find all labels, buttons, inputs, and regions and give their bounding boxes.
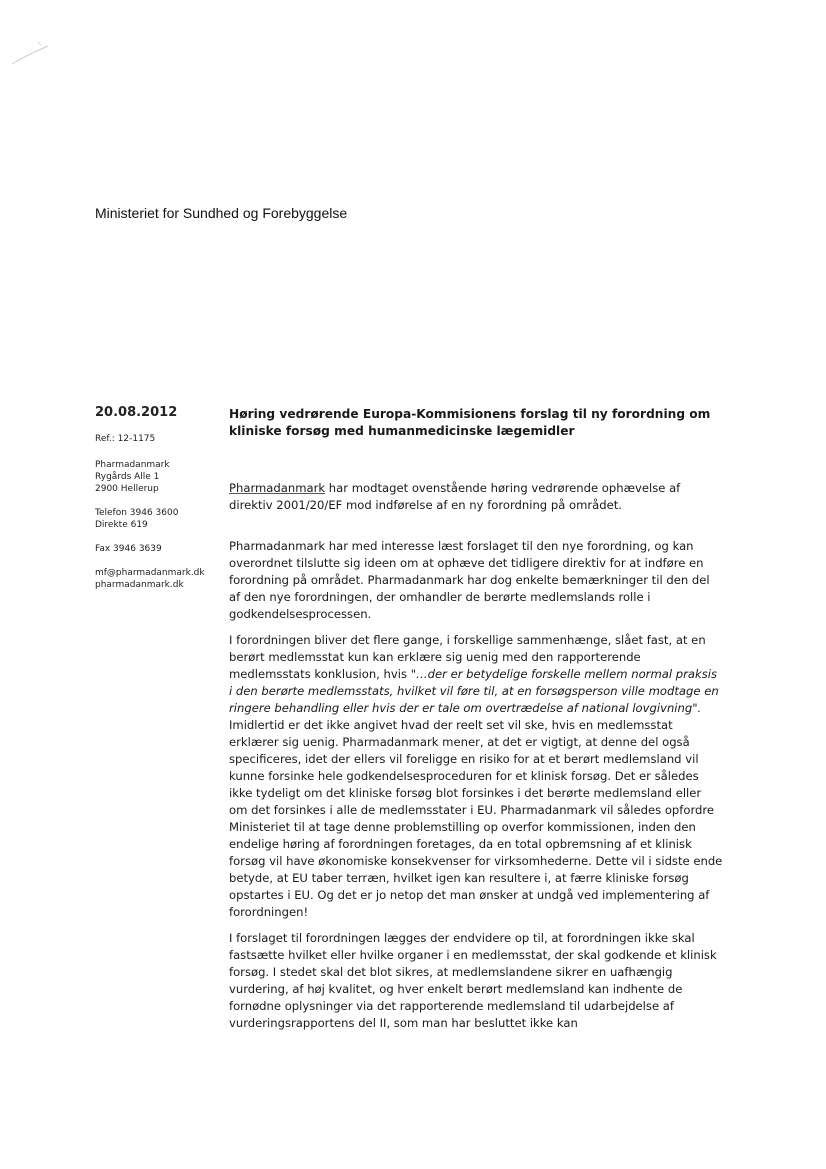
sender-email: mf@pharmadanmark.dk bbox=[95, 568, 205, 578]
sender-address bbox=[95, 459, 225, 495]
paragraph-3-end: Imidlertid er det ikke angivet hvad der reelt set vil ske, hvis en medlemsstat erklærer sig uenig. Pharmadanmark mener, at det er vigtigt, at denne del også specificeres, idet der ellers vil foreligge en risiko for at et berørt medlemsland vil kunne forsinke hele godkendelsesproceduren for et klinisk forsøg. Det er således ikke tydeligt om det kliniske forsøg blot forsinkes i det berørte medlemsland eller om det forsinkes i alle de medlemsstater i EU. Pharmadanmark vil således opfordre Ministeriet til at tage denne problemstilling op overfor kommissionen, inden den endelige høring af forordningen foretages, da en total opbremsning af et klinisk forsøg vil have økonomiske konsekvenser for virksomhederne. Dette vil i sidste ende betyde, at EU taber terræn, hvilket igen kan resultere i, at færre kliniske forsøg opstartes i EU. Og det er jo netop det man ønsker at undgå ved implementering af forordningen! bbox=[229, 718, 723, 919]
paragraph-3-start: I forordningen bliver det flere gange, i forskellige sammenhænge, slået fast, at en berørt medlemsstat kun kan erklære sig uenig med den rapporterende medlemsstats konklusion, hvis bbox=[229, 633, 706, 681]
paragraph-2: Pharmadanmark har med interesse læst forslaget til den nye forordning, og kan overordnet tilslutte sig ideen om at ophæve det tidligere direktiv for at indføre en forordning på området. Pharmadanmark har dog enkelte bemærkninger til den del af den nye forordningen, der omhandler de berørte medlemslands rolle i godkendelsesprocessen. bbox=[229, 539, 710, 621]
recipient-name: Ministeriet for Sundhed og Forebyggelse bbox=[95, 205, 348, 221]
sender-website: pharmadanmark.dk bbox=[95, 580, 184, 590]
letter-date: 20.08.2012 bbox=[95, 405, 178, 420]
letter-body bbox=[229, 406, 723, 1041]
scan-mark bbox=[8, 38, 56, 68]
reference-number: Ref.: 12-1175 bbox=[95, 434, 156, 444]
phone-direct: Direkte 619 bbox=[95, 520, 148, 530]
sender-org: Pharmadanmark bbox=[95, 460, 170, 470]
paragraph-1 bbox=[229, 480, 723, 514]
paragraph-4: I forslaget til forordningen lægges der endvidere op til, at forordningen ikke skal fastsætte hvilket eller hvilke organer i en medlemsstat, der skal godkende et klinisk forsøg. I stedet skal det blot sikres, at medlemslandene sikrer en uafhængig vurdering, af høj kvalitet, og hver enkelt berørt medlemsland kan indhente de fornødne oplysninger via det rapporterende medlemsland til udarbejdelse af vurderingsrapportens del II, som man har besluttet ikke kan bbox=[229, 931, 717, 1030]
org-name-underlined: Pharmadanmark bbox=[229, 481, 326, 495]
sender-info bbox=[95, 405, 225, 603]
sender-city: 2900 Hellerup bbox=[95, 484, 159, 494]
quoted-text: "…der er betydelige forskelle mellem normal praksis i den berørte medlemsstats, hvilket vil føre til, at en forsøgsperson ville modtage en ringere behandling eller hvis der er tale om overtrædelse af national lovgivning". bbox=[229, 667, 719, 715]
sender-web bbox=[95, 567, 225, 591]
paragraph-3 bbox=[229, 632, 723, 921]
phone-main: Telefon 3946 3600 bbox=[95, 508, 179, 518]
letter-subject: Høring vedrørende Europa-Kommisionens forslag til ny forordning om kliniske forsøg med humanmedicinske lægemidler bbox=[229, 407, 711, 438]
sender-street: Rygårds Alle 1 bbox=[95, 472, 160, 482]
paragraph-1-text: har modtaget ovenstående høring vedrørende ophævelse af direktiv 2001/20/EF mod indførelse af en ny forordning på området. bbox=[229, 481, 681, 512]
sender-fax: Fax 3946 3639 bbox=[95, 544, 162, 554]
sender-phone bbox=[95, 507, 225, 531]
